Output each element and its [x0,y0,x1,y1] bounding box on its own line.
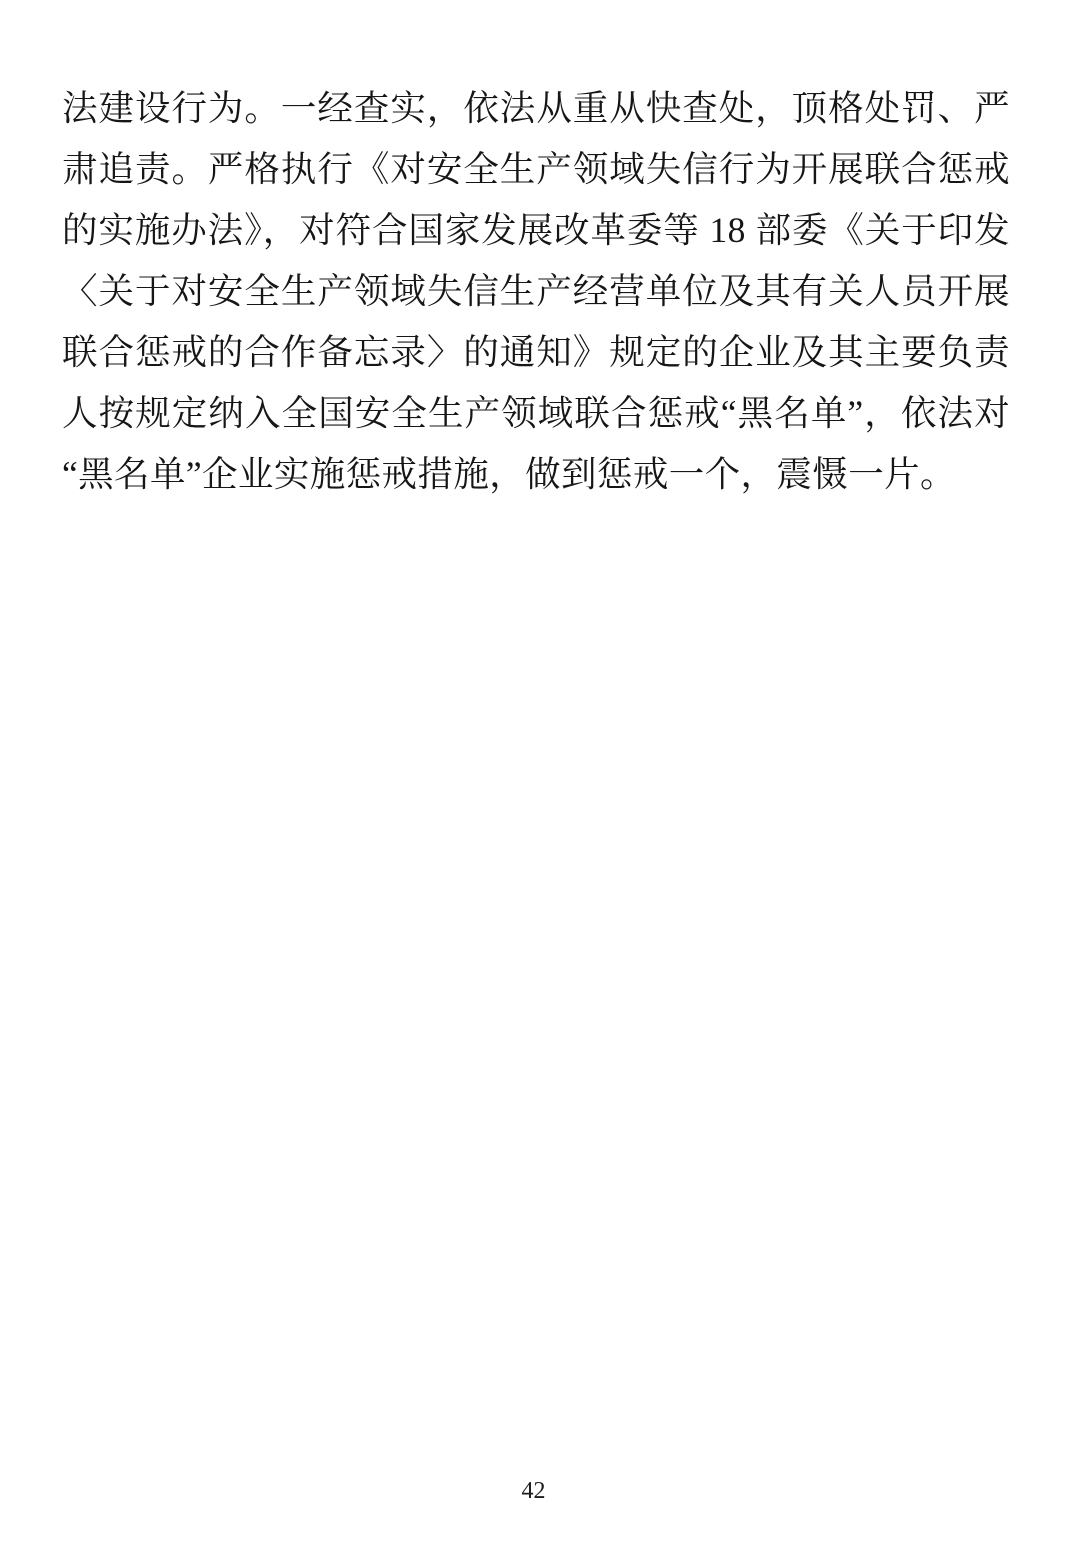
body-paragraph: 法建设行为。一经查实，依法从重从快查处，顶格处罚、严肃追责。严格执行《对安全生产领域失信行为开展联合惩戒的实施办法》，对符合国家发展改革委等 18 部委《关于印发〈关于对安全生产领域失信生产经营单位及其有关人员开展联合惩戒的合作备忘录〉的通知》规定的企业及其主要负责人按规定纳入全国安全生产领域联合惩戒“黑名单”，依法对“黑名单”企业实施惩戒措施，做到惩戒一个，震慑一片。 [62,88,1010,494]
page-number: 42 [521,1478,546,1504]
